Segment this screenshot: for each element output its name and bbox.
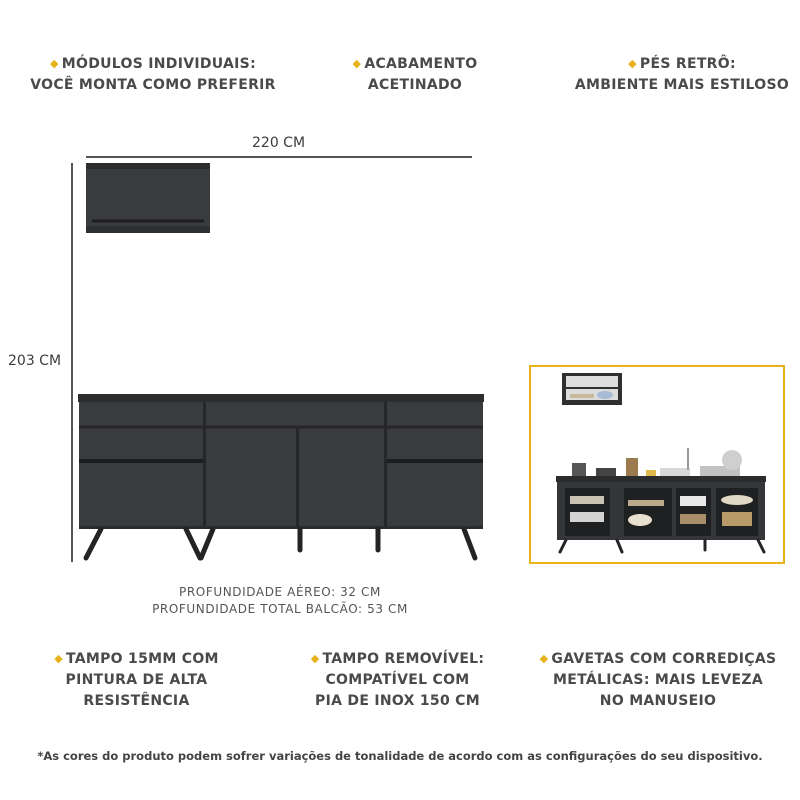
feature-text: ACABAMENTO xyxy=(364,56,478,72)
feature-gavetas xyxy=(528,649,788,712)
feature-text: NO MANUSEIO xyxy=(599,693,717,709)
feature-text: PÉS RETRÔ: xyxy=(639,56,736,72)
diamond-icon: ◆ xyxy=(50,57,59,70)
wall-cabinet xyxy=(86,163,210,233)
base-cabinet xyxy=(78,394,484,529)
diamond-icon: ◆ xyxy=(628,57,637,70)
feature-tampo-removivel xyxy=(300,649,495,712)
countertop xyxy=(78,394,484,402)
diamond-icon: ◆ xyxy=(310,652,320,665)
feature-text: VOCÊ MONTA COMO PREFERIR xyxy=(30,77,276,93)
width-dimension: 220 CM xyxy=(252,135,306,151)
diamond-icon: ◆ xyxy=(352,57,362,70)
depth-aereo: PROFUNDIDADE AÉREO: 32 CM xyxy=(179,585,381,599)
disclaimer: *As cores do produto podem sofrer variações de tonalidade de acordo com as configurações do seu dispositivo. xyxy=(37,749,763,763)
diamond-icon: ◆ xyxy=(539,652,549,665)
feature-text: TAMPO 15MM COM xyxy=(65,651,219,667)
feature-text: MÓDULOS INDIVIDUAIS: xyxy=(61,56,256,72)
diamond-icon: ◆ xyxy=(54,652,63,665)
feature-text: PIA DE INOX 150 CM xyxy=(315,693,480,709)
feature-text: COMPATÍVEL COM xyxy=(325,672,470,688)
depth-balcao: PROFUNDIDADE TOTAL BALCÃO: 53 CM xyxy=(152,602,408,616)
feature-text: AMBIENTE MAIS ESTILOSO xyxy=(574,77,790,93)
feature-tampo-15mm xyxy=(44,649,229,712)
feature-text: RESISTÊNCIA xyxy=(83,693,190,709)
legs xyxy=(86,529,475,558)
feature-text: TAMPO REMOVÍVEL: xyxy=(322,651,485,667)
feature-text: METÁLICAS: MAIS LEVEZA xyxy=(553,672,763,688)
feature-text: PINTURA DE ALTA xyxy=(65,672,208,688)
height-dimension: 203 CM xyxy=(8,353,62,369)
feature-text: GAVETAS COM CORREDIÇAS xyxy=(551,651,777,667)
feature-text: ACETINADO xyxy=(367,77,463,93)
